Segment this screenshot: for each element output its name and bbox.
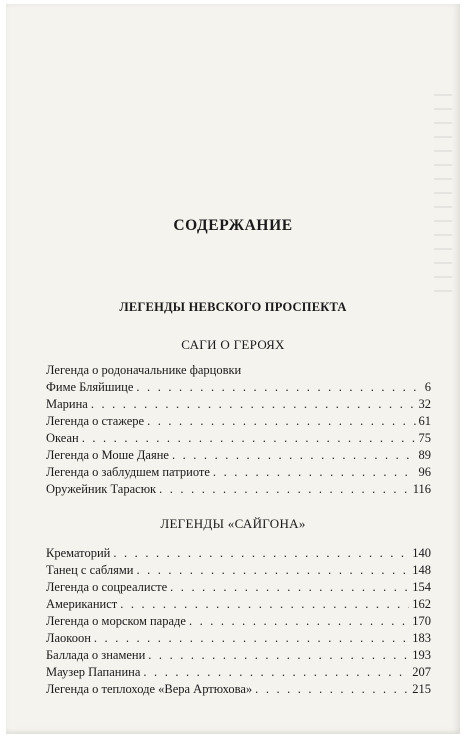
toc-entry xyxy=(46,430,431,447)
toc-entry-page: 61 xyxy=(418,414,431,428)
toc-entry-page: 193 xyxy=(412,648,431,662)
leader-dots xyxy=(120,596,409,613)
toc-entry-title: Оружейник Тарасюк xyxy=(46,482,157,496)
toc-entry xyxy=(46,481,431,498)
toc-entry xyxy=(46,579,431,596)
toc-entry-title: Легенда о морском параде xyxy=(46,614,186,628)
toc-entry-page: 75 xyxy=(418,431,431,445)
toc-entry-title: Баллада о знамени xyxy=(46,648,146,662)
toc-entry-page: 96 xyxy=(418,465,431,479)
toc-entry xyxy=(46,396,431,413)
toc-entry xyxy=(46,562,431,579)
toc-list-sagas xyxy=(46,362,431,498)
toc-entry-page: 89 xyxy=(418,448,431,462)
toc-entry-title: Легенда о соцреалисте xyxy=(46,580,168,594)
toc-entry xyxy=(46,464,431,481)
leader-dots xyxy=(255,681,409,698)
contents-heading: СОДЕРЖАНИЕ xyxy=(173,217,293,234)
toc-entry-page: 183 xyxy=(412,631,431,645)
leader-dots xyxy=(136,379,421,396)
toc-entry-page: 148 xyxy=(412,563,431,577)
toc-entry-title: Легенда о Моше Даяне xyxy=(46,448,169,462)
toc-entry-page: 140 xyxy=(412,546,431,560)
toc-entry-title: Легенда о заблудшем патриоте xyxy=(46,465,210,479)
toc-entry xyxy=(46,630,431,647)
toc-entry-page: 116 xyxy=(412,482,431,496)
toc-entry xyxy=(46,613,431,630)
toc-entry-title: Лаокоон xyxy=(46,631,91,645)
toc-entry-page: 32 xyxy=(418,397,431,411)
leader-dots xyxy=(147,413,415,430)
leader-dots xyxy=(170,579,409,596)
book-page xyxy=(6,4,460,734)
toc-entry-title: Легенда о теплоходе «Вера Артюхова» xyxy=(46,682,253,696)
toc-entry-page: 215 xyxy=(412,682,431,696)
toc-list-saigon xyxy=(46,545,431,698)
toc-entry xyxy=(46,647,431,664)
toc-entry-title: Фиме Бляйшице xyxy=(46,380,134,394)
leader-dots xyxy=(148,647,409,664)
section-heading: ЛЕГЕНДЫ НЕВСКОГО ПРОСПЕКТА xyxy=(119,300,347,314)
toc-entry xyxy=(46,681,431,698)
toc-entry-title: Легенда о родоначальнике фарцовки xyxy=(46,363,242,377)
group-heading-saigon: ЛЕГЕНДЫ «САЙГОНА» xyxy=(160,516,306,531)
toc-entry-title: Марина xyxy=(46,397,88,411)
leader-dots xyxy=(159,481,410,498)
toc-entry-title: Американист xyxy=(46,597,118,611)
toc-entry-page: 170 xyxy=(412,614,431,628)
leader-dots xyxy=(189,613,409,630)
leader-dots xyxy=(143,664,409,681)
toc-entry-page: 207 xyxy=(412,665,431,679)
toc-entry-page: 6 xyxy=(424,380,431,394)
toc-entry xyxy=(46,664,431,681)
toc-entry xyxy=(46,379,431,396)
toc-entry-title: Легенда о стажере xyxy=(46,414,145,428)
toc-entry-title: Океан xyxy=(46,431,79,445)
toc-entry-title: Маузер Папанина xyxy=(46,665,141,679)
toc-entry xyxy=(46,413,431,430)
toc-entry-page: 162 xyxy=(412,597,431,611)
toc-entry xyxy=(46,596,431,613)
leader-dots xyxy=(91,396,416,413)
show-through-text xyxy=(434,94,452,294)
toc-entry xyxy=(46,447,431,464)
leader-dots xyxy=(213,464,416,481)
toc-entry-title: Танец с саблями xyxy=(46,563,134,577)
toc-entry-page: 154 xyxy=(412,580,431,594)
toc-entry-title: Крематорий xyxy=(46,546,111,560)
leader-dots xyxy=(113,545,409,562)
leader-dots xyxy=(136,562,409,579)
leader-dots xyxy=(172,447,416,464)
toc-entry xyxy=(46,362,431,379)
toc-entry xyxy=(46,545,431,562)
leader-dots xyxy=(94,630,409,647)
leader-dots xyxy=(82,430,416,447)
group-heading-sagas: САГИ О ГЕРОЯХ xyxy=(181,337,285,352)
